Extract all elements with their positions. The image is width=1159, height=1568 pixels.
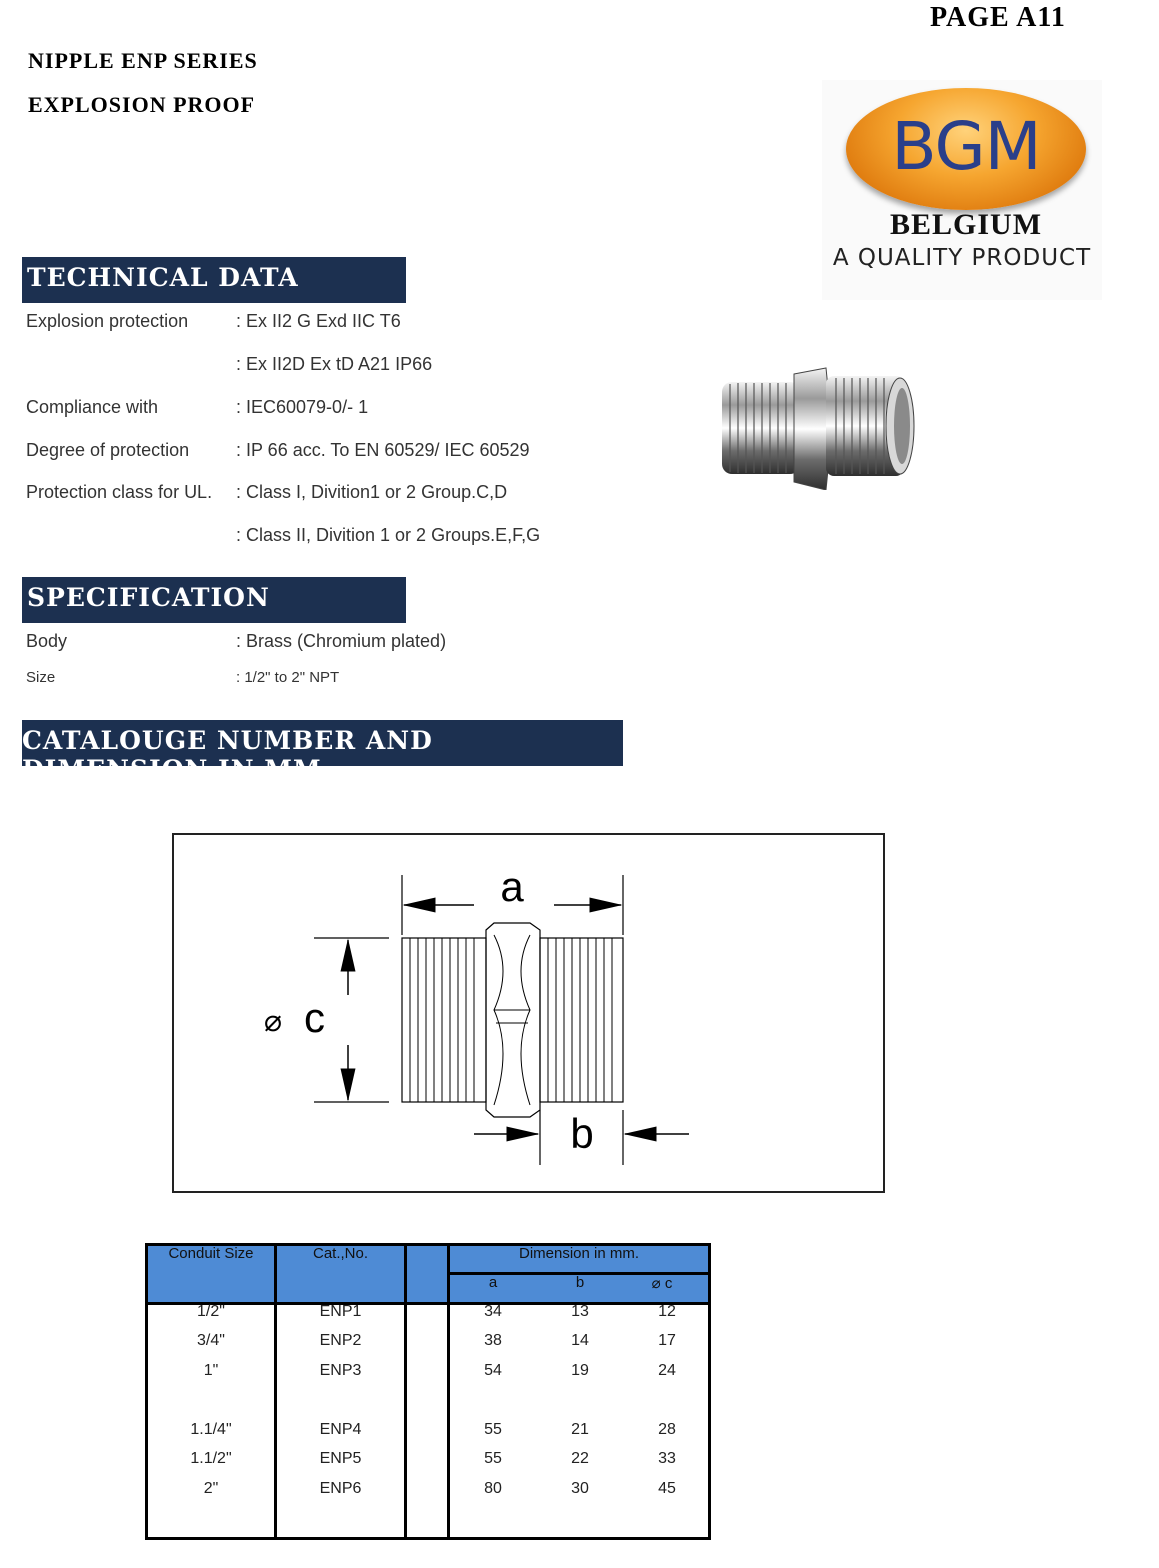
diameter-symbol: ⌀ (264, 1004, 283, 1039)
cell-size: 1.1/4" (190, 1421, 232, 1438)
header-cat-no: Cat.,No. (312, 1245, 369, 1262)
label-a: a (500, 863, 524, 910)
header-c-label: c (664, 1275, 673, 1292)
tech-value-4: : IP 66 acc. To EN 60529/ IEC 60529 (236, 440, 530, 460)
cell-size: 1" (203, 1362, 219, 1379)
cell-size: 3/4" (197, 1332, 225, 1349)
cell-c: 12 (658, 1303, 676, 1320)
label-c: c (304, 994, 325, 1041)
cell-size: 1.1/2" (190, 1450, 232, 1467)
cell-a: 80 (484, 1480, 502, 1497)
cell-b: 22 (571, 1450, 589, 1467)
cell-c: 28 (658, 1421, 676, 1438)
cell-b: 13 (571, 1303, 589, 1320)
col-divider (447, 1243, 450, 1540)
label-b: b (570, 1110, 594, 1157)
nipple-photo (700, 358, 932, 490)
col-divider (404, 1243, 407, 1540)
cell-a: 55 (484, 1450, 502, 1467)
technical-data-heading: TECHNICAL DATA (22, 257, 406, 303)
tech-value-1: : Ex II2 G Exd IIC T6 (236, 311, 401, 331)
cell-cat: ENP5 (319, 1450, 362, 1467)
diameter-icon: ⌀ (651, 1275, 661, 1292)
spec-value-size: : 1/2" to 2" NPT (236, 669, 340, 686)
cell-b: 21 (571, 1421, 589, 1438)
product-subtitle: EXPLOSION PROOF (28, 92, 256, 117)
logo-tagline: A QUALITY PRODUCT (832, 245, 1092, 271)
cell-b: 14 (571, 1332, 589, 1349)
cell-c: 17 (658, 1332, 676, 1349)
header-conduit-size: Conduit Size (168, 1245, 254, 1262)
tech-label-4: Degree of protection (26, 440, 190, 460)
cell-a: 38 (484, 1332, 502, 1349)
header-dimension: Dimension in mm. (518, 1245, 640, 1262)
cell-a: 55 (484, 1421, 502, 1438)
tech-label-1: Explosion protection (26, 311, 189, 331)
cell-c: 24 (658, 1362, 676, 1379)
cell-b: 19 (571, 1362, 589, 1379)
spec-value-body: : Brass (Chromium plated) (236, 631, 447, 651)
page-number: PAGE A11 (930, 2, 1066, 33)
product-title: NIPPLE ENP SERIES (28, 48, 258, 73)
header-b: b (575, 1274, 585, 1291)
cell-c: 33 (658, 1450, 676, 1467)
cell-cat: ENP6 (319, 1480, 362, 1497)
cell-c: 45 (658, 1480, 676, 1497)
cell-cat: ENP2 (319, 1332, 362, 1349)
cell-size: 2" (203, 1480, 219, 1497)
cell-cat: ENP3 (319, 1362, 362, 1379)
tech-label-5: Protection class for UL. (26, 482, 213, 502)
specification-heading: SPECIFICATION (22, 577, 406, 623)
tech-label-3: Compliance with (26, 397, 159, 417)
cell-a: 54 (484, 1362, 502, 1379)
cell-size: 1/2" (197, 1303, 225, 1320)
tech-value-5: : Class I, Divition1 or 2 Group.C,D (236, 482, 508, 502)
tech-value-3: : IEC60079-0/- 1 (236, 397, 369, 417)
logo-oval (846, 88, 1086, 210)
cell-a: 34 (484, 1303, 502, 1320)
tech-value-6: : Class II, Divition 1 or 2 Groups.E,F,G (236, 525, 541, 545)
header-c (632, 1274, 692, 1292)
cell-b: 30 (571, 1480, 589, 1497)
logo-country: BELGIUM (889, 208, 1043, 241)
header-a: a (488, 1274, 498, 1291)
cell-cat: ENP4 (319, 1421, 362, 1438)
spec-label-body: Body (26, 631, 68, 651)
bgm-logo (822, 80, 1102, 300)
cell-cat: ENP1 (319, 1303, 362, 1320)
logo-brand: BGM (891, 108, 1041, 185)
tech-value-2: : Ex II2D Ex tD A21 IP66 (236, 354, 433, 374)
spec-label-size: Size (26, 669, 56, 686)
catalogue-heading: CATALOUGE NUMBER AND DIMENSION IN MM. (22, 720, 623, 766)
dimension-diagram (172, 833, 885, 1193)
